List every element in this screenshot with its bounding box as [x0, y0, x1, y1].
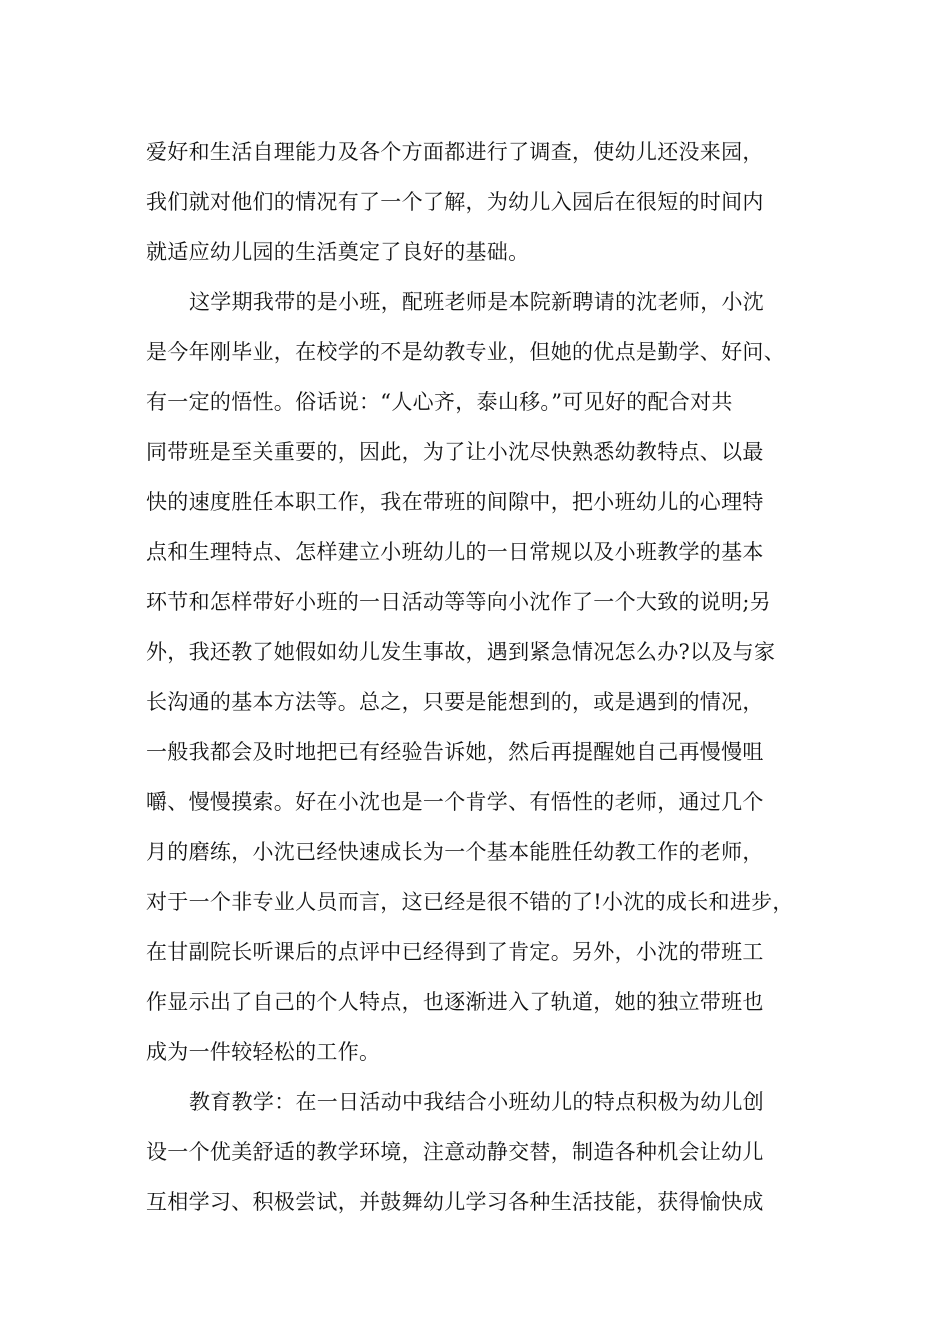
text-line: 就适应幼儿园的生活奠定了良好的基础。 [146, 240, 530, 264]
text-line: 爱好和生活自理能力及各个方面都进行了调查，使幼儿还没来园， [146, 140, 764, 164]
text-line: 快的速度胜任本职工作，我在带班的间隙中，把小班幼儿的心理特 [146, 490, 764, 514]
paragraph-first-line: 教育教学：在一日活动中我结合小班幼儿的特点积极为幼儿创 [189, 1090, 765, 1114]
text-line: 是今年刚毕业，在校学的不是幼教专业，但她的优点是勤学、好问、 [146, 340, 785, 364]
text-line: 月的磨练，小沈已经快速成长为一个基本能胜任幼教工作的老师， [146, 840, 764, 864]
text-line: 在甘副院长听课后的点评中已经得到了肯定。另外，小沈的带班工 [146, 940, 764, 964]
text-line: 有一定的悟性。俗话说：“人心齐，泰山移。”可见好的配合对共 [146, 390, 733, 414]
text-line: 成为一件较轻松的工作。 [146, 1040, 381, 1064]
text-line: 点和生理特点、怎样建立小班幼儿的一日常规以及小班教学的基本 [146, 540, 764, 564]
text-line: 长沟通的基本方法等。总之，只要是能想到的，或是遇到的情况， [146, 690, 764, 714]
text-line: 互相学习、积极尝试，并鼓舞幼儿学习各种生活技能，获得愉快成 [146, 1190, 764, 1214]
text-line: 对于一个非专业人员而言，这已经是很不错的了!小沈的成长和进步， [146, 890, 794, 914]
text-line: 设一个优美舒适的教学环境，注意动静交替，制造各种机会让幼儿 [146, 1140, 764, 1164]
text-line: 环节和怎样带好小班的一日活动等等向小沈作了一个大致的说明;另 [146, 590, 772, 614]
text-line: 我们就对他们的情况有了一个了解，为幼儿入园后在很短的时间内 [146, 190, 764, 214]
paragraph-first-line: 这学期我带的是小班，配班老师是本院新聘请的沈老师，小沈 [189, 290, 765, 314]
text-line: 同带班是至关重要的，因此，为了让小沈尽快熟悉幼教特点、以最 [146, 440, 764, 464]
text-line: 一般我都会及时地把已有经验告诉她，然后再提醒她自己再慢慢咀 [146, 740, 764, 764]
body-text [146, 127, 826, 1227]
text-line: 作显示出了自己的个人特点，也逐渐进入了轨道，她的独立带班也 [146, 990, 764, 1014]
text-line: 嚼、慢慢摸索。好在小沈也是一个肯学、有悟性的老师，通过几个 [146, 790, 764, 814]
text-line: 外，我还教了她假如幼儿发生事故，遇到紧急情况怎么办?以及与家 [146, 640, 776, 664]
